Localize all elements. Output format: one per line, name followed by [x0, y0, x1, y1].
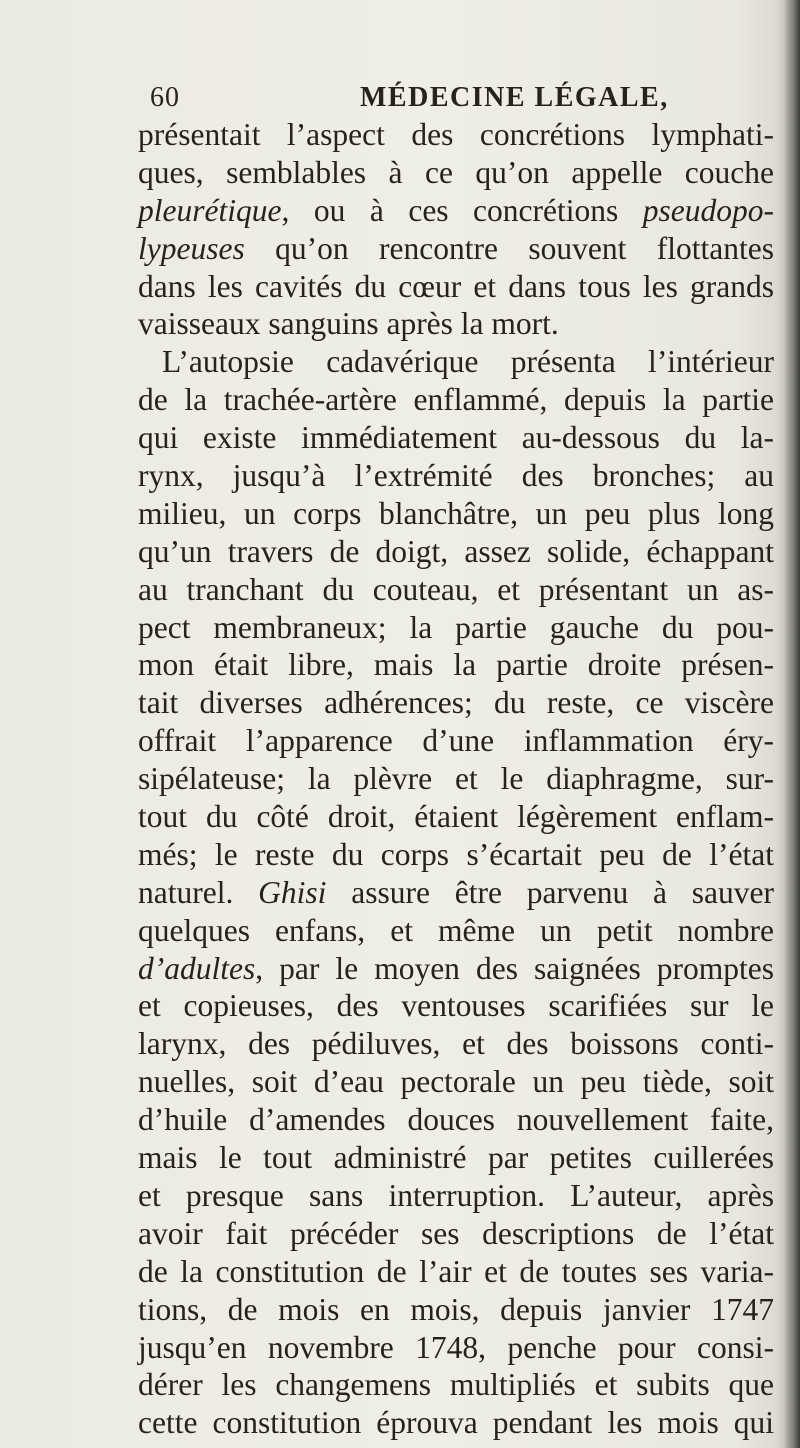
text-line	[138, 684, 774, 722]
text-line	[138, 1404, 774, 1442]
text-line	[138, 1063, 774, 1101]
text-segment: au tranchant du couteau, et présentant un as-	[138, 571, 774, 607]
text-line	[138, 1253, 774, 1291]
text-segment: et presque sans interruption. L’auteur, après	[138, 1177, 774, 1213]
text-line	[138, 1101, 774, 1139]
text-segment: avoir fait précéder ses descriptions de l’état	[138, 1215, 774, 1251]
text-segment: milieu, un corps blanchâtre, un peu plus long	[138, 495, 774, 531]
text-line	[138, 836, 774, 874]
italic-text: pseudopo-	[642, 192, 774, 228]
page-edge-shadow	[784, 0, 800, 1448]
text-segment: cette constitution éprouva pendant les mois qui	[138, 1405, 774, 1441]
text-line	[138, 457, 774, 495]
text-segment: jusqu’en novembre 1748, penche pour consi-	[138, 1329, 774, 1365]
italic-text: Ghisi	[258, 874, 327, 910]
text-line	[138, 1025, 774, 1063]
text-line	[138, 571, 774, 609]
running-head: MÉDECINE LÉGALE,	[360, 82, 669, 113]
text-line	[138, 116, 774, 154]
text-segment: pect membraneux; la partie gauche du pou-	[138, 609, 774, 645]
text-line	[138, 646, 774, 684]
text-line	[138, 343, 774, 381]
text-segment: més; le reste du corps s’écartait peu de l’état	[138, 836, 774, 872]
text-segment: , par le moyen des saignées promptes	[255, 950, 774, 986]
text-segment: dans les cavités du cœur et dans tous les grands	[138, 268, 774, 304]
text-segment: d’huile d’amendes douces nouvellement faite,	[138, 1102, 774, 1138]
italic-text: lypeuses	[138, 230, 245, 266]
text-line	[138, 419, 774, 457]
text-line	[138, 950, 774, 988]
text-segment: naturel.	[138, 874, 259, 910]
text-segment: L’autopsie cadavérique présenta l’intérieur	[162, 344, 774, 380]
page-number: 60	[150, 82, 180, 113]
text-segment: de la trachée-artère enflammé, depuis la partie	[138, 382, 774, 418]
text-segment: sipélateuse; la plèvre et le diaphragme, sur-	[138, 761, 774, 797]
text-segment: ques, semblables à ce qu’on appelle couche	[138, 154, 774, 190]
text-segment: nuelles, soit d’eau pectorale un peu tiède, soit	[138, 1064, 774, 1100]
text-segment: rynx, jusqu’à l’extrémité des bronches; au	[138, 458, 774, 494]
text-line	[138, 192, 774, 230]
text-line	[138, 305, 774, 343]
text-segment: larynx, des pédiluves, et des boissons conti-	[138, 1026, 774, 1062]
text-segment: , ou à ces concrétions	[281, 192, 643, 228]
text-segment: tait diverses adhérences; du reste, ce viscère	[138, 685, 774, 721]
text-segment: présentait l’aspect des concrétions lymphati-	[138, 117, 774, 152]
text-line	[138, 381, 774, 419]
text-segment: qu’un travers de doigt, assez solide, échappant	[138, 533, 774, 569]
text-line	[138, 912, 774, 950]
text-segment: vaisseaux sanguins après la mort.	[138, 306, 559, 342]
text-segment: qu’on rencontre souvent flottantes	[244, 230, 774, 266]
text-line	[138, 1291, 774, 1329]
text-line	[138, 1366, 774, 1404]
text-segment: offrait l’apparence d’une inflammation éry-	[138, 723, 774, 759]
text-segment: tout du côté droit, étaient légèrement enflam-	[138, 799, 774, 835]
italic-text: pleurétique	[138, 192, 282, 228]
italic-text: d’adultes	[138, 950, 256, 986]
text-segment: dérer les changemens multipliés et subits que	[138, 1367, 774, 1403]
text-segment: de la constitution de l’air et de toutes ses varia-	[138, 1253, 774, 1289]
text-line	[138, 1177, 774, 1215]
text-line	[138, 874, 774, 912]
text-line	[138, 722, 774, 760]
text-segment: mais le tout administré par petites cuillerées	[138, 1140, 774, 1176]
text-line	[138, 1139, 774, 1177]
body-text	[138, 116, 774, 1442]
text-line	[138, 798, 774, 836]
text-line	[138, 987, 774, 1025]
text-segment: tions, de mois en mois, depuis janvier 1747	[138, 1291, 774, 1327]
text-line	[138, 495, 774, 533]
text-line	[138, 533, 774, 571]
text-line	[138, 268, 774, 306]
text-segment: quelques enfans, et même un petit nombre	[138, 912, 774, 948]
text-line	[138, 760, 774, 798]
text-segment: et copieuses, des ventouses scarifiées sur le	[138, 988, 774, 1024]
text-line	[138, 1329, 774, 1367]
text-line	[138, 609, 774, 647]
text-segment: assure être parvenu à sauver	[326, 874, 774, 910]
text-line	[138, 154, 774, 192]
text-line	[138, 1215, 774, 1253]
text-line	[138, 230, 774, 268]
text-segment: mon était libre, mais la partie droite présen-	[138, 647, 774, 683]
text-segment: qui existe immédiatement au-dessous du la-	[138, 420, 774, 456]
